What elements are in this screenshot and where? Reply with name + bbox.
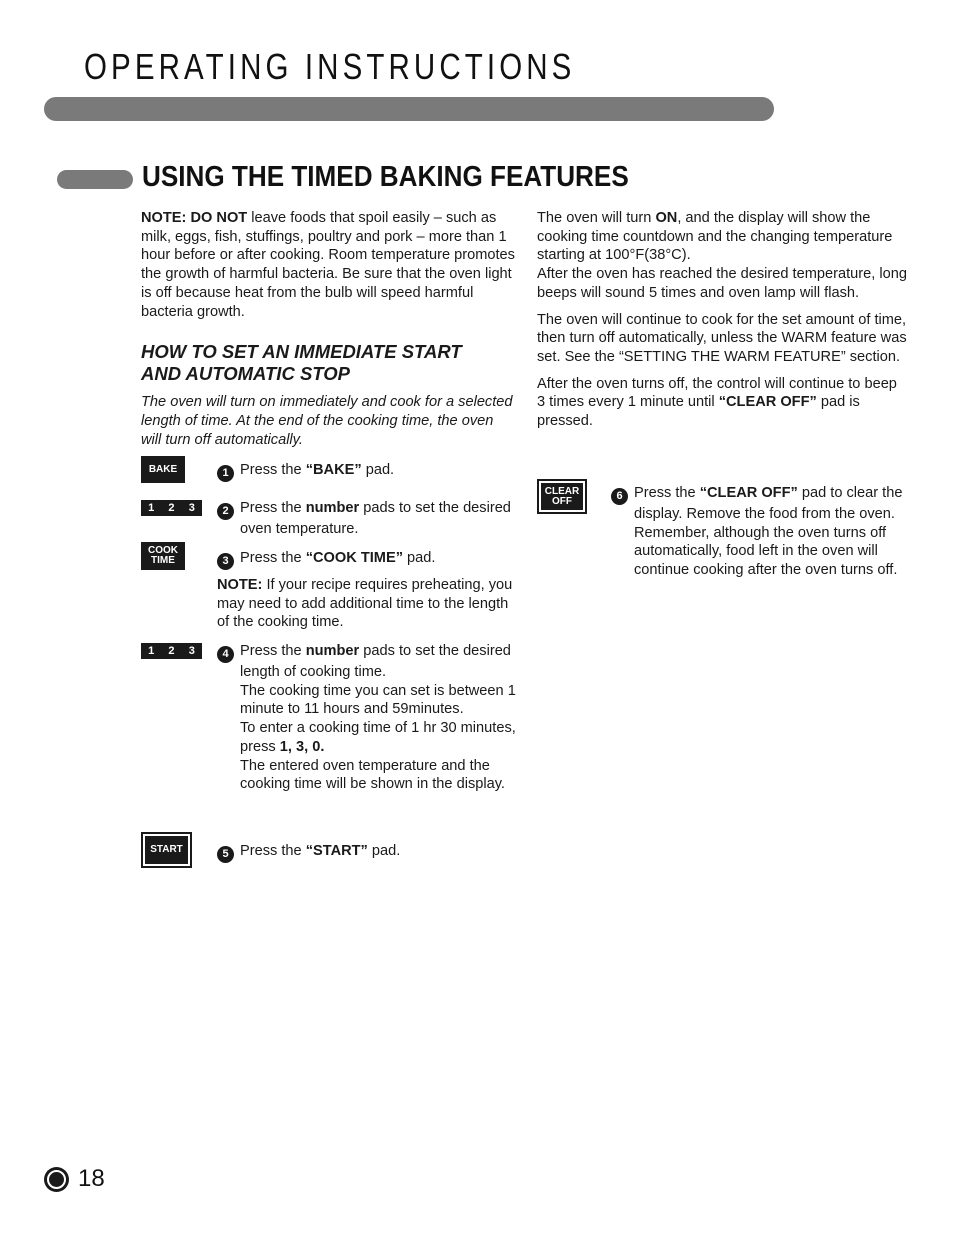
step-2: [217, 499, 517, 539]
step-bold: 1, 3, 0.: [279, 738, 325, 755]
clear-off-line1: CLEAR: [544, 485, 580, 497]
right-paragraph-1b: After the oven has reached the desired temperature, long beeps will sound 5 times and oven lamp will flash.: [537, 266, 907, 301]
step-text: The entered oven temperature and the cooking time will be shown in the display.: [240, 757, 505, 793]
step-number: 1: [217, 465, 234, 482]
step-3: [217, 549, 517, 632]
subheading: [141, 341, 517, 385]
number-pad-3: 3: [188, 502, 195, 514]
step-bold: “START”: [305, 843, 368, 859]
start-pad-label: START: [145, 836, 188, 864]
page-number: 18: [78, 1165, 105, 1192]
step-number: 6: [611, 488, 628, 505]
right-paragraph-1: [537, 209, 907, 265]
food-safety-note: [141, 209, 517, 321]
cook-time-pad-line2: TIME: [151, 555, 175, 566]
number-pad-2: 2: [168, 645, 175, 657]
section-pill: [57, 170, 133, 189]
step-text: pad to clear the display. Remove the food from the oven. Remember, although the oven turns off automatically, food left in the oven will continue cooking after the oven turns off.: [634, 485, 903, 579]
paragraph-text: The oven will turn: [537, 210, 656, 226]
start-pad: [141, 832, 192, 868]
number-pad-3: 3: [188, 645, 195, 657]
step-text: pad.: [361, 462, 395, 478]
note-text: leave foods that spoil easily – such as milk, eggs, fish, stuffings, poultry and pork – more than 1 hour before or after cooking. Room temperature promotes the growth of harmful bacteria. Be sure that the oven light is off because heat from the bulb will speed harmful bacteria growth.: [141, 210, 515, 320]
note-label: NOTE:: [217, 577, 263, 593]
lg-logo: [44, 1167, 69, 1192]
paragraph-bold: ON: [655, 210, 678, 226]
cook-time-pad-line1: COOK: [148, 545, 178, 556]
step-text: Press the: [240, 500, 306, 516]
section-title: USING THE TIMED BAKING FEATURES: [142, 161, 629, 193]
step-text: pads to set the desired oven temperature.: [240, 500, 511, 537]
note-label: NOTE: DO NOT: [141, 210, 248, 226]
bake-pad: BAKE: [141, 456, 185, 483]
intro-text: The oven will turn on immediately and cook for a selected length of time. At the end of the cooking time, the oven will turn off automatically.: [141, 394, 513, 448]
left-column: [141, 209, 517, 449]
step-text: Press the: [240, 462, 306, 478]
lg-logo-mark: [47, 1170, 66, 1189]
step-text: Press the: [240, 843, 306, 859]
cook-time-pad: [141, 542, 185, 570]
note-text: If your recipe requires preheating, you may need to add additional time to the length of the cooking time.: [217, 577, 513, 631]
subheading-line1: HOW TO SET AN IMMEDIATE START: [141, 341, 462, 363]
number-pad-2: 2: [168, 502, 175, 514]
step-text: pads to set the desired length of cooking time.: [240, 643, 511, 680]
right-paragraph-3: [537, 375, 907, 431]
subheading-line2: AND AUTOMATIC STOP: [141, 363, 350, 385]
paragraph-text: pad is pressed.: [537, 394, 860, 430]
number-pad-1: 1: [148, 645, 155, 657]
step-text: pad.: [367, 843, 401, 859]
step-number: 4: [217, 646, 234, 663]
step-text: Press the: [240, 550, 306, 566]
step-number: 2: [217, 503, 234, 520]
step-text: pad.: [403, 550, 436, 566]
step-bold: “COOK TIME”: [305, 550, 403, 566]
paragraph-text: , and the display will show the cooking time countdown and the changing temperature starting at 100°F(38°C).: [537, 210, 893, 264]
step-1: [217, 461, 517, 482]
step-text: Press the: [240, 643, 306, 659]
step-5: [217, 842, 517, 863]
number-pad-1: 1: [148, 502, 155, 514]
clear-off-pad: [537, 479, 587, 514]
clear-off-pad-label: [541, 483, 583, 510]
step-number: 5: [217, 846, 234, 863]
step-3-note: [217, 576, 517, 632]
clear-off-line2: OFF: [552, 495, 572, 507]
step-text: To enter a cooking time of 1 hr 30 minutes, press: [240, 720, 516, 755]
step-bold: “BAKE”: [305, 462, 362, 478]
step-4: [217, 642, 517, 794]
paragraph-bold: “CLEAR OFF”: [718, 394, 817, 411]
step-bold: “CLEAR OFF”: [699, 485, 798, 501]
step-bold: number: [305, 643, 360, 659]
page-header-title: OPERATING INSTRUCTIONS: [84, 46, 576, 87]
header-bar: [44, 97, 774, 121]
number-pads-a: [141, 500, 202, 516]
right-column: [537, 209, 907, 431]
step-text: Press the: [634, 485, 700, 501]
step-6: [611, 484, 907, 580]
step-bold: number: [305, 500, 360, 516]
right-paragraph-2: The oven will continue to cook for the set amount of time, then turn off automatically, unless the WARM feature was set. See the “SETTING THE WARM FEATURE” section.: [537, 311, 907, 365]
paragraph-text: After the oven turns off, the control will continue to beep 3 times every 1 minute until: [537, 375, 897, 411]
number-pads-b: [141, 643, 202, 659]
step-number: 3: [217, 553, 234, 570]
step-text: The cooking time you can set is between 1 minute to 11 hours and 59minutes.: [240, 682, 516, 718]
